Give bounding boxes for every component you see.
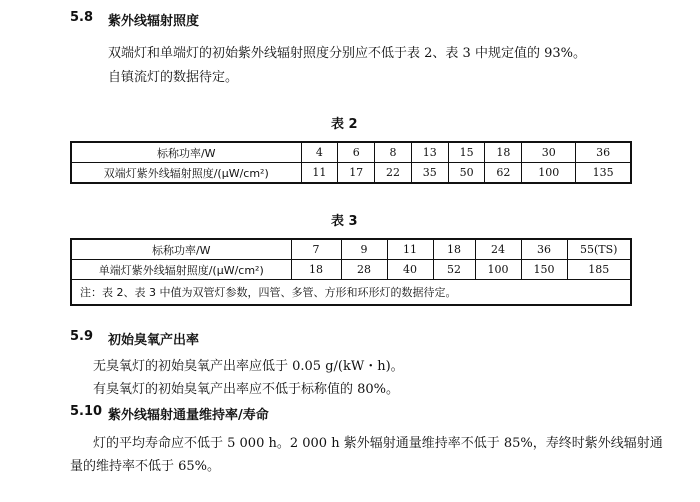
table-cell: 36 <box>576 142 631 163</box>
section-5-9-title: 初始臭氧产出率 <box>108 333 200 348</box>
table-row <box>71 163 631 184</box>
table-cell: 55(TS) <box>567 239 631 260</box>
table-2-row1-label: 标称功率/W <box>71 142 301 163</box>
table-cell: 18 <box>433 239 475 260</box>
table-cell: 6 <box>338 142 375 163</box>
section-5-9-number: 5.9 <box>70 329 94 344</box>
table-row <box>71 260 631 280</box>
table-cell: 185 <box>567 260 631 280</box>
table-row <box>71 239 631 260</box>
section-5-8-paragraph-2: 自镇流灯的数据待定。 <box>108 70 239 85</box>
section-5-9-paragraph-1: 无臭氧灯的初始臭氧产出率应低于 0.05 g/(kW・h)。 <box>93 359 404 374</box>
table-3 <box>70 238 632 306</box>
table-cell: 15 <box>448 142 485 163</box>
table-cell: 35 <box>411 163 448 184</box>
table-cell: 100 <box>475 260 521 280</box>
section-5-8-number: 5.8 <box>70 10 94 25</box>
table-cell: 28 <box>341 260 387 280</box>
section-5-10-paragraph-2: 量的维持率不低于 65%。 <box>70 459 221 474</box>
table-cell: 18 <box>291 260 341 280</box>
table-cell: 11 <box>301 163 338 184</box>
section-5-10-paragraph-1: 灯的平均寿命应不低于 5 000 h。2 000 h 紫外辐射通量维持率不低于 85%，寿终时紫外线辐射通 <box>93 436 663 451</box>
table-cell: 36 <box>521 239 567 260</box>
section-5-9-paragraph-2: 有臭氧灯的初始臭氧产出率应不低于标称值的 80%。 <box>93 382 400 397</box>
table-cell: 4 <box>301 142 338 163</box>
section-5-10-number: 5.10 <box>70 404 103 419</box>
section-5-10-title: 紫外线辐射通量维持率/寿命 <box>108 408 269 423</box>
section-5-8-paragraph-1: 双端灯和单端灯的初始紫外线辐射照度分别应不低于表 2、表 3 中规定值的 93%。 <box>108 46 586 61</box>
section-5-8-title: 紫外线辐射照度 <box>108 14 200 29</box>
table-2-caption: 表 2 <box>331 117 358 132</box>
table-cell: 17 <box>338 163 375 184</box>
table-3-caption: 表 3 <box>331 214 358 229</box>
table-cell: 150 <box>521 260 567 280</box>
table-cell: 30 <box>522 142 576 163</box>
table-2 <box>70 141 632 184</box>
table-3-row1-label: 标称功率/W <box>71 239 291 260</box>
table-cell: 100 <box>522 163 576 184</box>
table-2-row2-label: 双端灯紫外线辐射照度/(μW/cm²) <box>71 163 301 184</box>
table-3-note: 注：表 2、表 3 中值为双管灯参数，四管、多管、方形和环形灯的数据待定。 <box>71 280 631 306</box>
table-cell: 13 <box>411 142 448 163</box>
table-row <box>71 280 631 306</box>
table-cell: 52 <box>433 260 475 280</box>
table-cell: 18 <box>485 142 522 163</box>
table-cell: 7 <box>291 239 341 260</box>
table-3-row2-label: 单端灯紫外线辐射照度/(μW/cm²) <box>71 260 291 280</box>
table-cell: 50 <box>448 163 485 184</box>
table-cell: 22 <box>375 163 412 184</box>
table-cell: 135 <box>576 163 631 184</box>
table-cell: 40 <box>387 260 433 280</box>
table-cell: 11 <box>387 239 433 260</box>
table-cell: 24 <box>475 239 521 260</box>
table-row <box>71 142 631 163</box>
table-cell: 62 <box>485 163 522 184</box>
table-cell: 8 <box>375 142 412 163</box>
table-cell: 9 <box>341 239 387 260</box>
